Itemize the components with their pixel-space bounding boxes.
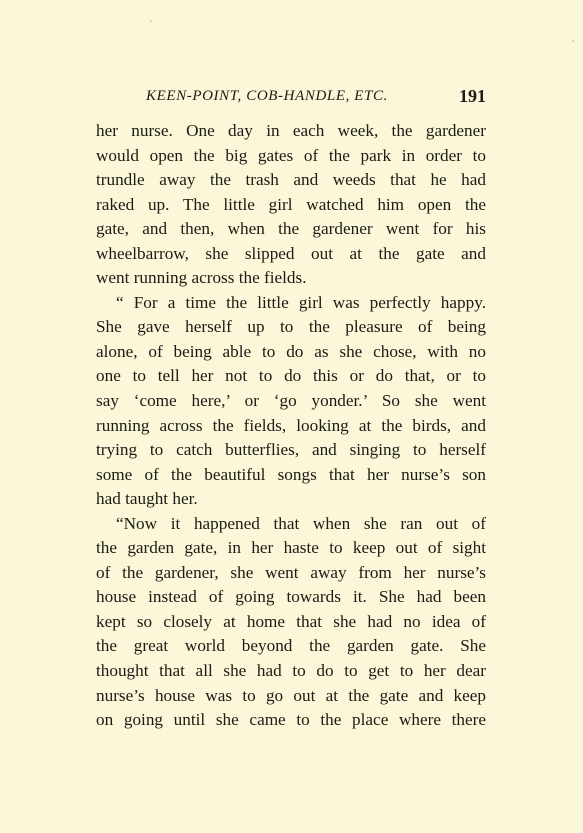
text-line: wheelbarrow, she slipped out at the gate and (96, 243, 486, 263)
text-line: would open the big gates of the park in order to (96, 145, 486, 165)
text-line: “ For a time the little girl was perfectly happy. (116, 292, 486, 312)
text-line: her nurse. One day in each week, the gardener (96, 121, 486, 140)
text-line: “Now it happened that when she ran out of (116, 513, 486, 533)
text-line: the garden gate, in her haste to keep out of sight (96, 538, 486, 558)
text-line: on going until she came to the place where there (96, 710, 486, 730)
body-text (96, 119, 486, 733)
page-header (96, 88, 486, 112)
text-line: went running across the fields. (96, 268, 307, 288)
text-line: running across the fields, looking at the birds, and (96, 415, 486, 435)
text-line: kept so closely at home that she had no idea of (96, 611, 486, 631)
text-line: She gave herself up to the pleasure of being (96, 317, 486, 337)
page-number: 191 (459, 86, 486, 106)
paper-speck (150, 20, 152, 22)
text-line: say ‘come here,’ or ‘go yonder.’ So she went (96, 391, 486, 411)
text-line: had taught her. (96, 489, 198, 509)
text-line: thought that all she had to do to get to her dear (96, 661, 486, 681)
text-line: trying to catch butterflies, and singing to herself (96, 440, 486, 460)
paper-speck (572, 40, 574, 42)
text-line: trundle away the trash and weeds that he had (96, 170, 486, 190)
text-line: one to tell her not to do this or do that, or to (96, 366, 486, 386)
text-line: gate, and then, when the gardener went for his (96, 219, 486, 239)
text-line: raked up. The little girl watched him open the (96, 194, 486, 214)
text-line: alone, of being able to do as she chose, with no (96, 341, 486, 361)
text-line: house instead of going towards it. She had been (96, 587, 486, 607)
text-line: of the gardener, she went away from her nurse’s (96, 562, 486, 582)
text-line: the great world beyond the garden gate. She (96, 636, 486, 656)
running-head: KEEN-POINT, COB-HANDLE, ETC. (146, 88, 388, 104)
text-line: nurse’s house was to go out at the gate and keep (96, 685, 486, 705)
text-line: some of the beautiful songs that her nurse’s son (96, 464, 486, 484)
